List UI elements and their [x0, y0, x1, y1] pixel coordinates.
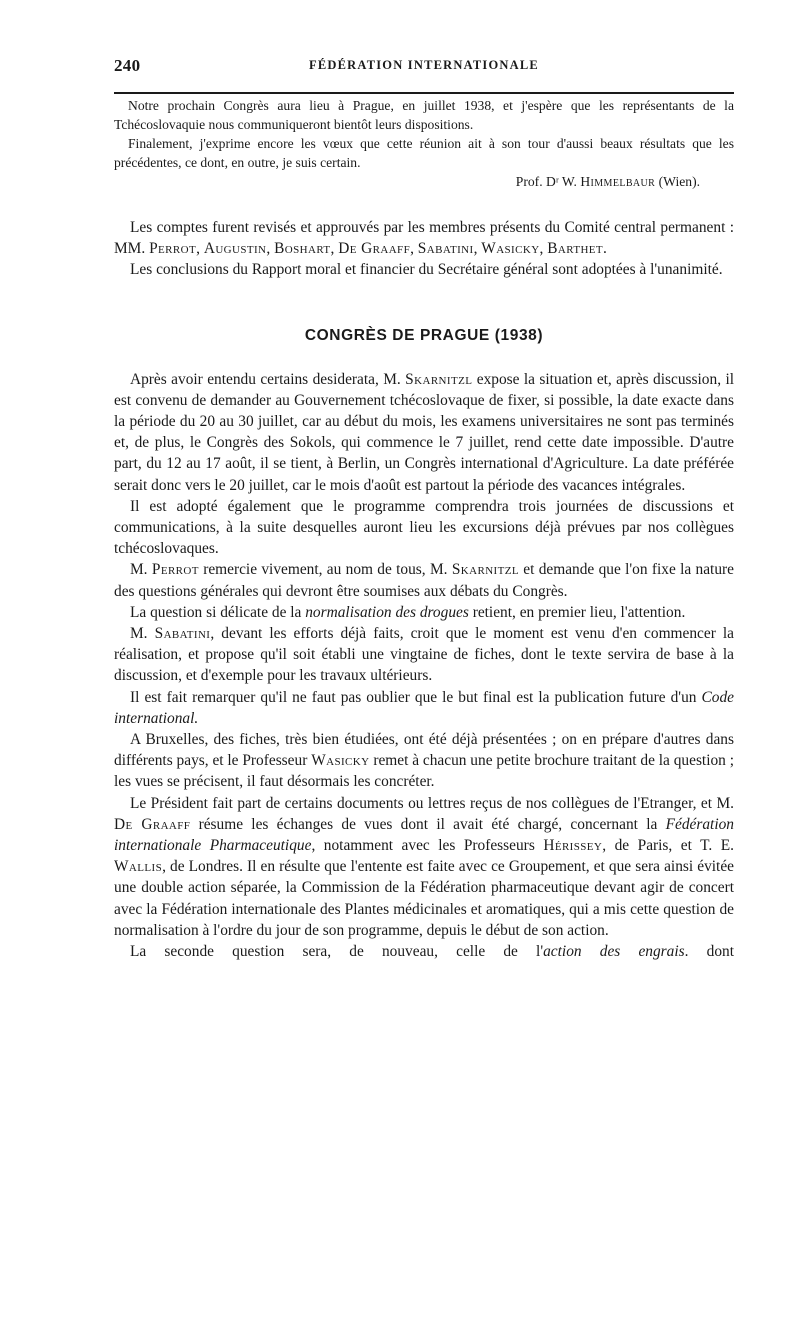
person-name: Wallis — [114, 858, 163, 876]
text-run: M. — [130, 561, 152, 579]
body-paragraph — [114, 941, 734, 962]
person-name: Perrot — [151, 561, 199, 579]
text-run: La seconde question sera, de nouveau, celle de l' — [130, 943, 544, 961]
text-run: résume les échanges de vues dont il avait été chargé, concernant la — [190, 815, 666, 833]
text-run: A Bruxelles, des fiches, très bien étudiées, ont été déjà présentées ; on en prépare d'autres dans différents pays, et le Professeur — [114, 731, 734, 770]
body-paragraph — [114, 602, 734, 623]
text-run: , — [539, 240, 548, 258]
section-heading: CONGRÈS DE PRAGUE (1938) — [304, 326, 544, 344]
text-run: , — [410, 240, 418, 258]
letter-excerpt — [114, 96, 734, 191]
letter-signature — [114, 172, 734, 191]
person-name: Hérissey — [543, 837, 603, 855]
text-run: Les comptes furent revisés et approuvés par les membres présents du Comité central permanent : MM. — [114, 219, 734, 258]
text-run: Le Président fait part de certains documents ou lettres reçus de nos collègues de l'Etranger, et M. — [130, 794, 734, 812]
text-run: Après avoir entendu certains desiderata, M. — [130, 370, 406, 388]
body-paragraph — [114, 369, 734, 496]
accounts-paragraph — [114, 217, 734, 259]
person-name: Perrot — [149, 240, 197, 258]
accounts-section — [114, 217, 734, 281]
prague-congress-section — [114, 369, 734, 963]
emphasis: Code international. — [114, 688, 734, 727]
person-name: De Graaff — [338, 240, 411, 258]
text-run: Il est fait remarquer qu'il ne faut pas oublier que le but final est la publication future d'un — [130, 688, 702, 706]
emphasis: Fédération internationale Pharmaceutique — [114, 815, 734, 855]
body-paragraph — [114, 623, 734, 687]
text-run: , — [266, 240, 275, 258]
page-number: 240 — [114, 56, 141, 75]
text-run: remet à chacun une petite brochure traitant de la question ; les vues se précisent, il faut désormais les concréter. — [114, 752, 735, 791]
person-name: Skarnitzl — [405, 370, 473, 388]
person-name: Sabatini — [417, 240, 474, 258]
text-run: , — [330, 240, 339, 258]
body-paragraph — [114, 687, 734, 729]
person-name: Skarnitzl — [451, 561, 519, 579]
text-run: , de Paris, et T. E. — [602, 837, 734, 855]
page-content — [114, 0, 734, 962]
running-title: FÉDÉRATION INTERNATIONALE — [309, 58, 539, 72]
signature-name: Himmelbaur — [580, 174, 656, 189]
person-name: De Graaff — [114, 815, 191, 833]
text-run: , — [196, 240, 204, 258]
body-paragraph — [114, 559, 734, 601]
text-run: La question si délicate de la — [130, 603, 306, 621]
running-header — [114, 56, 734, 96]
text-run: expose la situation et, après discussion, il est convenu de demander au Gouvernement tchécoslovaque de fixer, si possible, la date exacte dans la période du 20 au 30 juillet, car au début du mois, les examens universitaires ne sont pas terminés et, de plus, le Congrès des Sokols, qui commence le 7 juillet, rend cette date impossible. D'autre part, du 12 au 17 août, il se tient, à Berlin, un Congrès international d'Agriculture. La date préférée serait donc vers le 20 juillet, car le mois d'août est partout la période des vacances intégrales. — [114, 370, 734, 494]
letter-paragraph: Notre prochain Congrès aura lieu à Prague, en juillet 1938, et j'espère que les représentants de la Tchécoslovaquie nous communiqueront bientôt leurs dispositions. — [114, 98, 734, 132]
person-name: Wasicky — [311, 752, 370, 770]
signature-prefix: Prof. Dʳ W. — [515, 174, 581, 189]
person-name: Boshart — [274, 240, 331, 258]
text-run: , devant les efforts déjà faits, croit que le moment est venu d'en commencer la réalisation, et propose qu'il soit établi une vingtaine de fiches, dont le texte servira de base à la discussion, et d'exemple pour les travaux ultérieurs. — [114, 625, 734, 685]
body-paragraph: Il est adopté également que le programme comprendra trois journées de discussions et communications, à la suite desquelles auront lieu les excursions déjà prévues par nos collègues tchécoslovaques. — [114, 497, 734, 558]
body-paragraph — [114, 729, 734, 793]
conclusions-paragraph: Les conclusions du Rapport moral et financier du Secrétaire général sont adoptées à l'unanimité. — [130, 261, 723, 279]
body-paragraph — [114, 793, 734, 941]
header-rule — [114, 92, 734, 94]
text-run: , notamment avec les Professeurs — [311, 837, 544, 855]
emphasis: normalisation des drogues — [305, 603, 469, 621]
person-name: Sabatini — [154, 625, 211, 643]
text-run: et demande que l'on fixe la nature des questions générales qui devront être soumises aux débats du Congrès. — [114, 561, 734, 600]
text-run: , — [473, 240, 482, 258]
text-run: M. — [130, 625, 155, 643]
signature-suffix: (Wien). — [655, 174, 700, 189]
text-run: . — [603, 240, 607, 258]
text-run: remercie vivement, au nom de tous, M. — [198, 561, 452, 579]
person-name: Wasicky — [481, 240, 540, 258]
emphasis: action des engrais — [543, 943, 685, 961]
text-run: , de Londres. Il en résulte que l'entente est faite avec ce Groupement, et que sera ainsi évitée une double action séparée, la Commission de la Fédération pharmaceutique devant agir de concert avec la Fédération internationale des Plantes médicinales et aromatiques, qui a mis cette question de normalisation à l'ordre du jour de son programme, depuis le début de son action. — [114, 858, 734, 939]
person-name: Barthet — [547, 240, 604, 258]
person-name: Augustin — [203, 240, 267, 258]
text-run: . dont — [684, 943, 735, 961]
letter-paragraph: Finalement, j'exprime encore les vœux que cette réunion ait à son tour d'aussi beaux résultats que les précédentes, ce dont, en outre, je suis certain. — [114, 136, 734, 170]
text-run: retient, en premier lieu, l'attention. — [468, 603, 686, 621]
